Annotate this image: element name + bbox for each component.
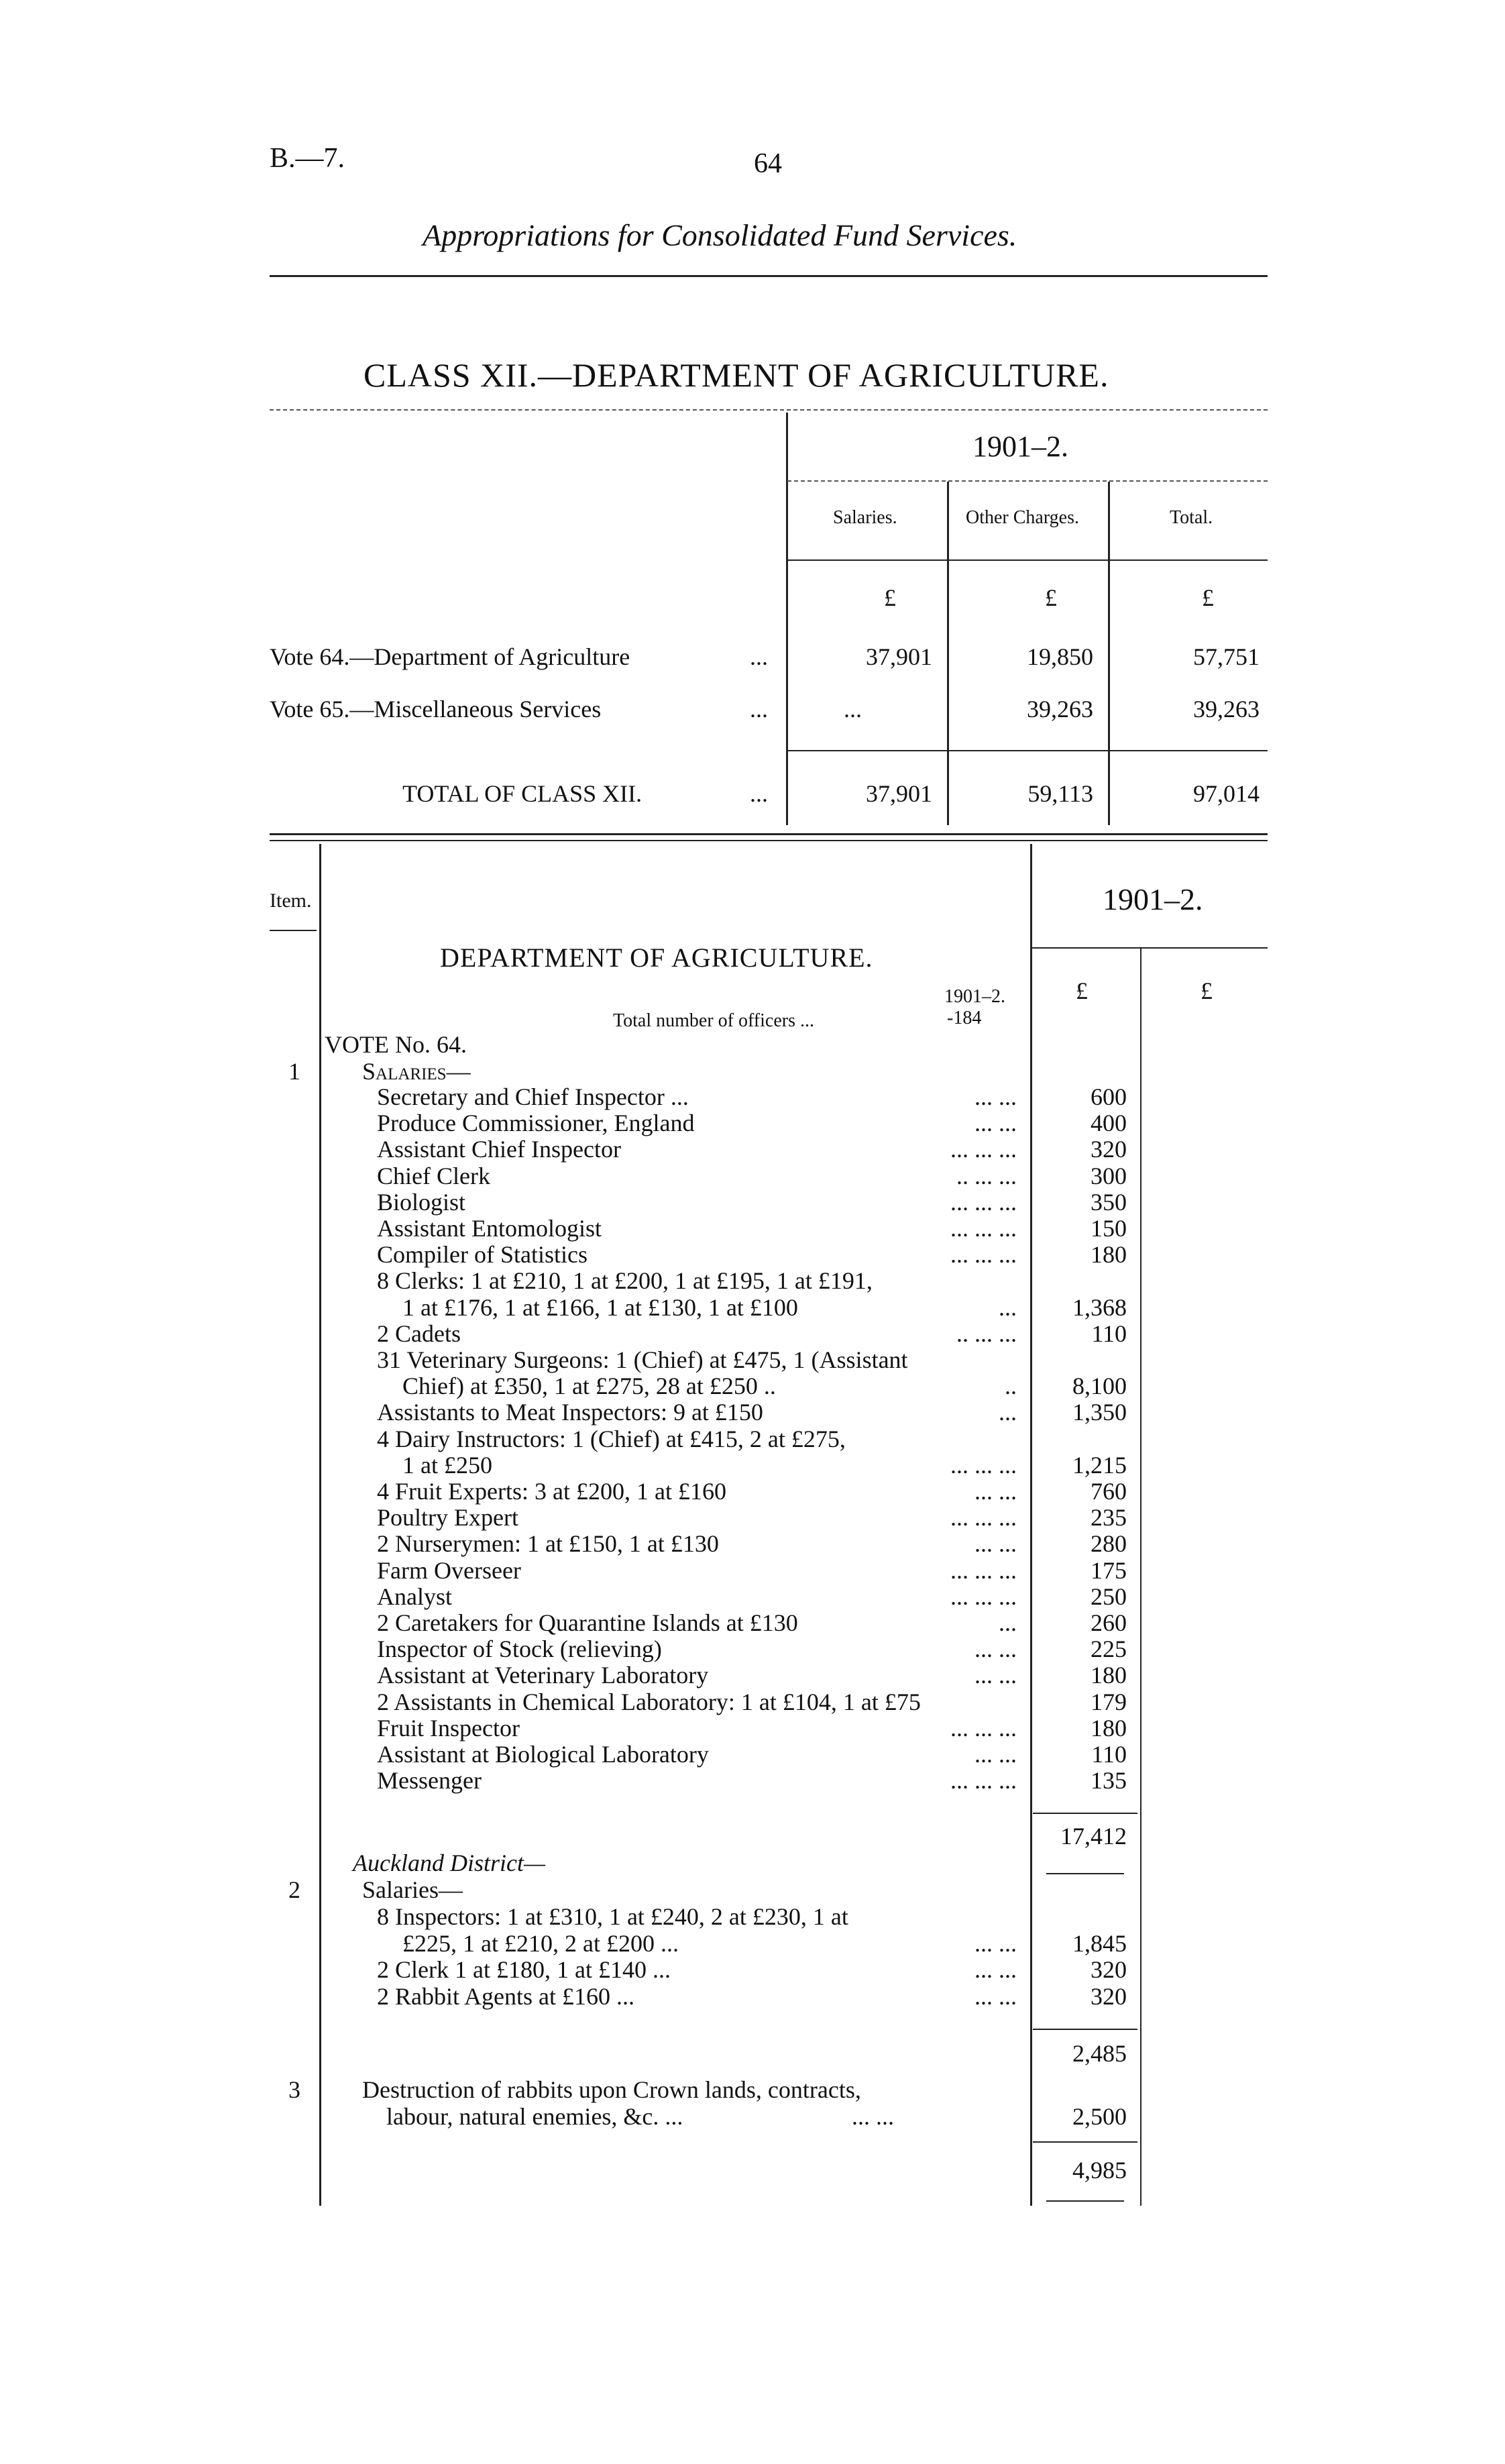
line-text: Chief Clerk xyxy=(377,1162,490,1189)
line-text: Inspector of Stock (relieving) xyxy=(377,1636,662,1663)
line-text: 4 Dairy Instructors: 1 (Chief) at £415, 2 at £275, xyxy=(377,1425,846,1452)
line-text: 2 Cadets xyxy=(377,1320,461,1347)
page-title: Appropriations for Consolidated Fund Services. xyxy=(423,218,1017,252)
line-value: 110 xyxy=(1091,1320,1127,1347)
line-dots: ... ... xyxy=(974,1741,1017,1768)
summary-row-salaries: ... xyxy=(844,696,862,722)
line-text: Produce Commissioner, England xyxy=(377,1110,695,1137)
line-dots: ... ... ... xyxy=(950,1504,1017,1532)
item-number: 2 xyxy=(288,1876,300,1903)
detail-year-rule xyxy=(1032,947,1268,949)
detail-year: 1901–2. xyxy=(1103,882,1203,916)
line-text: Chief) at £350, 1 at £275, 28 at £250 .. xyxy=(402,1373,776,1400)
page-reference: B.—7. xyxy=(270,143,345,174)
line-value: 110 xyxy=(1091,1741,1127,1768)
officers-label: Total number of officers ... xyxy=(613,1010,814,1031)
summary-year: 1901–2. xyxy=(972,430,1068,463)
line-value: 320 xyxy=(1091,1956,1127,1983)
line-value: 320 xyxy=(1091,1982,1127,2010)
item3-line2: labour, natural enemies, &c. ... xyxy=(386,2103,683,2130)
summary-total-dots: ... xyxy=(750,780,768,807)
auckland-heading: Auckland District— xyxy=(353,1850,545,1876)
line-text: Secretary and Chief Inspector ... xyxy=(377,1083,689,1110)
line-value: 300 xyxy=(1091,1162,1127,1189)
line-dots: ... xyxy=(999,1399,1017,1426)
line-dots: ... ... xyxy=(974,1662,1017,1689)
col-other-charges: Other Charges. xyxy=(966,507,1079,528)
line-value: 175 xyxy=(1091,1556,1127,1584)
line-value: 180 xyxy=(1091,1662,1127,1689)
summary-divider-1 xyxy=(947,482,949,825)
line-value: 250 xyxy=(1091,1583,1127,1610)
line-text: 8 Inspectors: 1 at £310, 1 at £240, 2 at £230, 1 at xyxy=(377,1903,848,1930)
line-dots: ... ... ... xyxy=(950,1136,1017,1163)
line-text: Messenger xyxy=(377,1767,482,1795)
line-text: Fruit Inspector xyxy=(377,1714,520,1742)
summary-total-rule xyxy=(787,750,1268,751)
item-number: 3 xyxy=(288,2076,300,2103)
summary-row-total: 57,751 xyxy=(1193,643,1260,670)
subtotal-rule xyxy=(1033,2141,1137,2143)
line-text: 2 Nurserymen: 1 at £150, 1 at £130 xyxy=(377,1530,719,1558)
item-number: 1 xyxy=(288,1058,300,1085)
line-dots: ... ... xyxy=(974,1083,1017,1110)
summary-bottom-rule-2 xyxy=(270,840,1268,841)
summary-year-rule xyxy=(787,480,1268,482)
line-value: 235 xyxy=(1091,1504,1127,1532)
line-text: 2 Clerk 1 at £180, 1 at £140 ... xyxy=(377,1956,671,1983)
summary-top-rule xyxy=(270,409,1268,411)
line-text: 2 Rabbit Agents at £160 ... xyxy=(377,1982,634,2010)
line-text: 1 at £250 xyxy=(402,1451,492,1479)
line-value: 350 xyxy=(1091,1188,1127,1216)
line-dots: ... ... ... xyxy=(950,1767,1017,1795)
line-dots: ... ... xyxy=(974,1110,1017,1137)
line-text: Poultry Expert xyxy=(377,1504,518,1532)
line-dots: ... ... ... xyxy=(950,1241,1017,1269)
line-text: Assistant at Veterinary Laboratory xyxy=(377,1662,709,1689)
line-dots: .. xyxy=(1005,1373,1017,1400)
currency-salaries: £ xyxy=(884,584,896,611)
line-text: Assistant at Biological Laboratory xyxy=(377,1741,709,1768)
officers-year: 1901–2. xyxy=(944,986,1005,1007)
summary-row-other: 39,263 xyxy=(1027,696,1093,722)
line-dots: ... ... xyxy=(974,1929,1017,1957)
currency-total: £ xyxy=(1202,584,1214,611)
line-text: 31 Veterinary Surgeons: 1 (Chief) at £475, 1 (Assistant xyxy=(377,1346,908,1373)
line-text: 2 Assistants in Chemical Laboratory: 1 at £104, 1 at £75 xyxy=(377,1688,921,1715)
line-dots: ... ... ... xyxy=(950,1583,1017,1610)
line-value: 180 xyxy=(1091,1714,1127,1742)
line-text: 2 Caretakers for Quarantine Islands at £130 xyxy=(377,1609,798,1636)
line-value: 400 xyxy=(1091,1110,1127,1137)
line-value: 1,845 xyxy=(1072,1929,1127,1957)
item-header: Item. xyxy=(270,890,312,912)
line-value: 320 xyxy=(1091,1136,1127,1163)
col-salaries: Salaries. xyxy=(833,507,897,528)
summary-colhead-rule xyxy=(787,559,1268,561)
line-dots: .. ... ... xyxy=(956,1162,1017,1189)
col-total: Total. xyxy=(1170,507,1213,528)
summary-total-salaries: 37,901 xyxy=(866,780,932,807)
summary-row-dots: ... xyxy=(750,696,768,722)
item3-line1: Destruction of rabbits upon Crown lands, contracts, xyxy=(362,2076,861,2103)
summary-row-label: Vote 64.—Department of Agriculture xyxy=(270,643,630,670)
amount-subcolumn-divider xyxy=(1140,949,1141,2206)
line-value: 225 xyxy=(1091,1636,1127,1663)
auckland-salaries-heading: Salaries— xyxy=(362,1876,463,1903)
line-dots: ... ... ... xyxy=(950,1451,1017,1479)
line-value: 1,368 xyxy=(1072,1293,1127,1321)
line-text: Biologist xyxy=(377,1188,466,1216)
line-text: 4 Fruit Experts: 3 at £200, 1 at £160 xyxy=(377,1478,726,1505)
detail-currency-1: £ xyxy=(1076,977,1088,1004)
summary-divider-2 xyxy=(1108,482,1110,825)
line-text: Assistants to Meat Inspectors: 9 at £150 xyxy=(377,1399,763,1426)
line-dots: ... ... ... xyxy=(950,1188,1017,1216)
line-text: Assistant Entomologist xyxy=(377,1215,602,1242)
line-text: 1 at £176, 1 at £166, 1 at £130, 1 at £100 xyxy=(402,1293,798,1321)
item-header-rule xyxy=(270,930,317,931)
subtotal-underline xyxy=(1046,2200,1124,2202)
line-dots: ... ... xyxy=(974,1956,1017,1983)
line-text: 8 Clerks: 1 at £210, 1 at £200, 1 at £195, 1 at £191, xyxy=(377,1267,873,1295)
line-value: 760 xyxy=(1091,1478,1127,1505)
amount-column-divider xyxy=(1030,844,1032,2206)
line-dots: ... ... ... xyxy=(950,1714,1017,1742)
line-text: Analyst xyxy=(377,1583,452,1610)
officers-count: -184 xyxy=(947,1008,982,1028)
class-title: CLASS XII.—DEPARTMENT OF AGRICULTURE. xyxy=(364,356,1109,394)
line-text: Assistant Chief Inspector xyxy=(377,1136,621,1163)
line-dots: ... xyxy=(999,1293,1017,1321)
currency-other: £ xyxy=(1045,584,1057,611)
summary-total-other: 59,113 xyxy=(1027,780,1093,807)
line-value: 600 xyxy=(1091,1083,1127,1110)
summary-left-divider xyxy=(786,413,788,825)
summary-bottom-rule xyxy=(270,833,1268,835)
line-dots: ... ... xyxy=(974,1636,1017,1663)
line-value: 1,350 xyxy=(1072,1399,1127,1426)
line-dots: ... ... xyxy=(974,1530,1017,1558)
summary-row-salaries: 37,901 xyxy=(866,643,932,670)
item3-dots: ... ... xyxy=(852,2103,894,2130)
line-text: Compiler of Statistics xyxy=(377,1241,588,1269)
line-value: 180 xyxy=(1091,1241,1127,1269)
detail-currency-2: £ xyxy=(1201,977,1213,1004)
line-dots: ... ... xyxy=(974,1982,1017,2010)
subtotal-underline xyxy=(1046,1873,1124,1874)
line-value: 8,100 xyxy=(1072,1373,1127,1400)
line-value: 1,215 xyxy=(1072,1451,1127,1479)
item1-subtotal: 17,412 xyxy=(1060,1823,1127,1850)
line-value: 179 xyxy=(1091,1688,1127,1715)
auckland-subtotal: 2,485 xyxy=(1072,2040,1127,2067)
subtotal-rule xyxy=(1033,1813,1137,1814)
line-value: 280 xyxy=(1091,1530,1127,1558)
line-value: 150 xyxy=(1091,1215,1127,1242)
summary-total-label: TOTAL OF CLASS XII. xyxy=(402,780,643,807)
line-value: 260 xyxy=(1091,1609,1127,1636)
line-dots: ... xyxy=(999,1609,1017,1636)
summary-row-other: 19,850 xyxy=(1027,643,1093,670)
line-dots: ... ... ... xyxy=(950,1556,1017,1584)
item3-value: 2,500 xyxy=(1072,2103,1127,2130)
summary-row-label: Vote 65.—Miscellaneous Services xyxy=(270,696,602,722)
dept-title: DEPARTMENT OF AGRICULTURE. xyxy=(440,943,873,973)
summary-total-total: 97,014 xyxy=(1193,780,1260,807)
page-number: 64 xyxy=(754,148,782,179)
item-column-divider xyxy=(319,844,321,2206)
line-value: 135 xyxy=(1091,1767,1127,1795)
subtotal-rule xyxy=(1033,2029,1137,2030)
header-rule xyxy=(270,275,1268,277)
salaries-heading: Salaries— xyxy=(362,1058,471,1085)
line-text: Farm Overseer xyxy=(377,1556,521,1584)
line-dots: ... ... xyxy=(974,1478,1017,1505)
item3-subtotal: 4,985 xyxy=(1072,2157,1127,2184)
line-dots: .. ... ... xyxy=(956,1320,1017,1347)
vote-label: VOTE No. 64. xyxy=(325,1031,467,1058)
line-dots: ... ... ... xyxy=(950,1215,1017,1242)
line-text: £225, 1 at £210, 2 at £200 ... xyxy=(402,1929,679,1957)
summary-row-total: 39,263 xyxy=(1193,696,1260,722)
summary-row-dots: ... xyxy=(750,643,768,670)
